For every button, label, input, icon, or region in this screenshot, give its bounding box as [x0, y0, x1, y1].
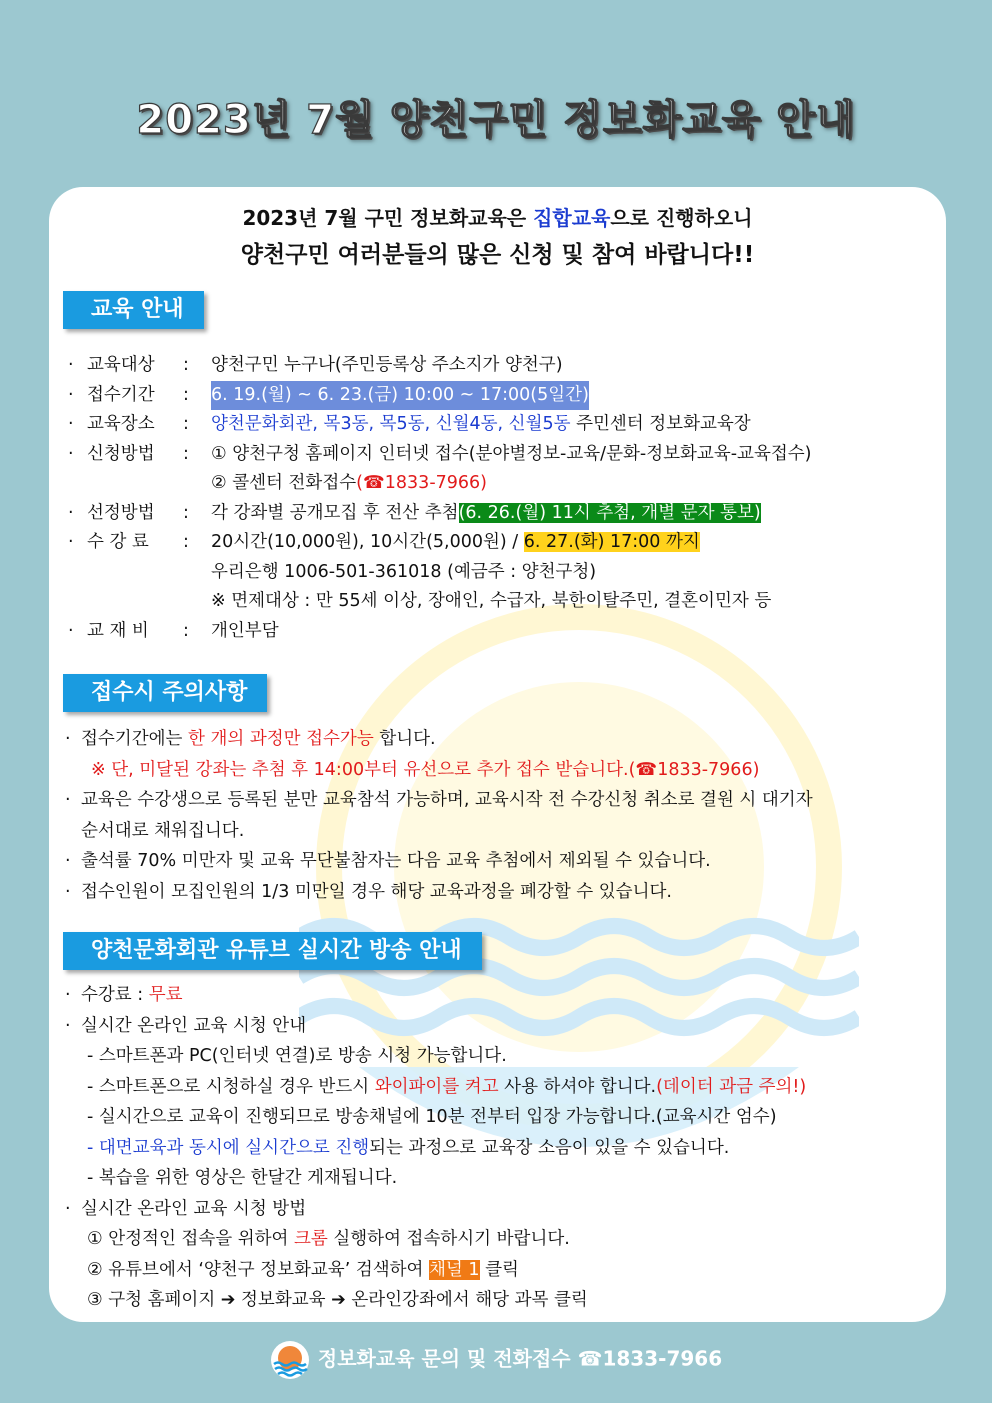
guide-item: - 실시간으로 교육이 진행되므로 방송채널에 10분 전부터 입장 가능합니다.(교육시간 엄수)	[87, 1107, 777, 1127]
info-value: 20시간(10,000원), 10시간(5,000원) /	[211, 532, 524, 552]
youtube-info-list	[63, 980, 933, 1316]
method-text: 클릭	[479, 1259, 519, 1280]
guide-title-text: 실시간 온라인 교육 시청 안내	[81, 1015, 307, 1036]
guide-text: 사용 하셔야 합니다.	[498, 1076, 657, 1097]
content-card: 2023년 7월 구민 정보화교육은 집합교육으로 진행하오니 양천구민 여러분들의 많은 신청 및 참여 바랍니다!! 교육 안내 · 교육대상 : 양천구민 누구나(주민등록상 주소지가 양천구) · 접수기간 : 6. 19.(월) ~ 6. 23.(금) 10:00 ~ 17:00(5일간) · 교육장소 : 양천문화회관, 목3동, 목5동, 신월4동, 신월5동 주민센터 정보화교육장 · 신청방법 : ① 양천구청 홈페이지 인터넷 접수(분야별정보-교육/문화-정보화교육-교육접수) ② 콜센터 전화접수(☎1833-7966) · 선정방법 : 각 강좌별 공개모집 후 전산 추첨(6. 26.(월) 11시 추첨, 개별 문자 통보) · 수 강 료 : 20시간(10,000원), 10시간(5,000원) / 6. 27.(화) 17:00 까지 우리은행 1006-501-361018 (예금주 : 양천구청) ※ 면제대상 : 만 55세 이상, 장애인, 수급자, 북한이탈주민, 결혼이민자 등 · 교 재 비 : 개인부담 접수시 주의사항 · 접수기간에는 한 개의 과정만 접수가능 합니다. ※ 단, 미달된 강좌는 추첨 후 14:00부터 유선으로 추가 접수 받습니다.(☎1833-7966) · 교육은 수강생으로 등록된 분만 교육참석 가능하며, 교육시작 전 수강신청 취소로 결원 시 대기자 순서대로 채워집니다. · 출석률 70% 미만자 및 교육 무단불참자는 다음 교육 추첨에서 제외될 수 있습니다. · 접수인원이 모집인원의 1/3 미만일 경우 해당 교육과정을 폐강할 수 있습니다. 양천문화회관 유튜브 실시간 방송 안내 · 수강료 : 무료 · 실시간 온라인 교육 시청 안내 - 스마트폰과 PC(인터넷 연결)로 방송 시청 가능합니다. - 스마트폰으로 시청하실 경우 반드시 와이파이를 켜고 사용 하셔야 합니다.(데이터 과금 주의!) - 실시간으로 교육이 진행되므로 방송채널에 10분 전부터 입장 가능합니다.(교육시간 엄수) - 대면교육과 동시에 실시간으로 진행되는 과정으로 교육장 소음이 있을 수 있습니다. - 복습을 위한 영상은 한달간 게재됩니다. · 실시간 온라인 교육 시청 방법 ① 안정적인 접속을 위하여 크롬 실행하여 접속하시기 바랍니다. ② 유튜브에서 ‘양천구 정보화교육’ 검색하여 채널 1 클릭 ③ 구청 홈페이지 ➔ 정보화교육 ➔ 온라인강좌에서 해당 과목 클릭	[49, 187, 946, 1322]
guide-title: · 실시간 온라인 교육 시청 안내	[65, 1015, 307, 1036]
info-value: 각 강좌별 공개모집 후 전산 추첨	[211, 502, 459, 523]
method-title-text: 실시간 온라인 교육 시청 방법	[81, 1198, 307, 1219]
method-title: · 실시간 온라인 교육 시청 방법	[65, 1198, 307, 1219]
caution-text: 접수인원이 모집인원의 1/3 미만일 경우 해당 교육과정을 폐강할 수 있습니다.	[81, 881, 672, 902]
info-label: 교 재 비	[87, 620, 149, 641]
method-step	[63, 1255, 933, 1286]
guide-emphasis: 대면교육과 동시에 실시간으로 진행	[98, 1137, 370, 1158]
caution-item: · 출석률 70% 미만자 및 교육 무단불참자는 다음 교육 추첨에서 제외될 수 있습니다.	[65, 851, 711, 871]
intro-text: 2023년 7월 구민 정보화교육은	[242, 206, 534, 230]
section-heading-education-info: 교육 안내	[63, 291, 204, 329]
footer-text: 정보화교육 문의 및 전화접수 ☎1833-7966	[317, 1346, 723, 1371]
method-text: ② 유튜브에서 ‘양천구 정보화교육’ 검색하여	[87, 1259, 430, 1280]
caution-emphasis: 한 개의 과정만 접수가능	[188, 729, 374, 749]
method-text: ① 안정적인 접속을 위하여	[87, 1229, 294, 1249]
info-value: ① 양천구청 홈페이지 인터넷 접수(분야별정보-교육/문화-정보화교육-교육접수)	[211, 443, 812, 464]
phone-number: (☎1833-7966)	[356, 473, 487, 493]
exemption-note: ※ 면제대상 : 만 55세 이상, 장애인, 수급자, 북한이탈주민, 결혼이민자 등	[211, 591, 772, 611]
caution-subnote: ※ 단, 미달된 강좌는 추첨 후 14:00부터 유선으로 추가 접수 받습니다.(☎1833-7966)	[91, 759, 760, 780]
info-label: 교육장소	[87, 414, 155, 434]
intro-text-end: 으로 진행하오니	[610, 206, 753, 230]
fee-value: 무료	[148, 985, 183, 1005]
info-label: 접수기간	[87, 384, 155, 405]
caution-text: 합니다.	[373, 729, 436, 749]
method-text: 실행하여 접속하시기 바랍니다.	[327, 1229, 570, 1249]
method-step	[63, 1224, 933, 1255]
info-value-blue: 양천문화회관, 목3동, 목5동, 신월4동, 신월5동	[211, 414, 571, 434]
guide-item	[63, 1133, 933, 1164]
info-value-highlight: (6. 26.(월) 11시 추첨, 개별 문자 통보)	[458, 502, 761, 523]
guide-text: 되는 과정으로 교육장 소음이 있을 수 있습니다.	[369, 1137, 730, 1158]
info-label: 교육대상	[87, 355, 155, 375]
info-value: 개인부담	[211, 620, 279, 641]
info-label: 신청방법	[87, 443, 155, 464]
intro	[49, 201, 946, 275]
info-label: 선정방법	[87, 502, 155, 523]
intro-line-1	[49, 201, 946, 235]
info-value: ② 콜센터 전화접수	[211, 473, 357, 493]
caution-text: 교육은 수강생으로 등록된 분만 교육참석 가능하며, 교육시작 전 수강신청 취소로 결원 시 대기자	[81, 790, 813, 810]
caution-item: · 교육은 수강생으로 등록된 분만 교육참석 가능하며, 교육시작 전 수강신청 취소로 결원 시 대기자	[65, 790, 813, 810]
info-value-highlight: 6. 27.(화) 17:00 까지	[523, 532, 700, 552]
section-heading-youtube: 양천문화회관 유튜브 실시간 방송 안내	[63, 932, 482, 970]
cautions-list	[63, 724, 933, 907]
bank-account: 우리은행 1006-501-361018 (예금주 : 양천구청)	[211, 561, 597, 582]
footer-contact	[0, 1340, 992, 1380]
method-step: ③ 구청 홈페이지 ➔ 정보화교육 ➔ 온라인강좌에서 해당 과목 클릭	[87, 1290, 588, 1310]
guide-emphasis: 와이파이를 켜고	[374, 1076, 499, 1097]
info-value-highlight: 6. 19.(월) ~ 6. 23.(금) 10:00 ~ 17:00(5일간)	[211, 381, 589, 411]
guide-item: - 복습을 위한 영상은 한달간 게재됩니다.	[87, 1168, 398, 1188]
info-value: 양천구민 누구나(주민등록상 주소지가 양천구)	[211, 355, 563, 375]
caution-text: 접수기간에는	[81, 729, 188, 749]
info-label: 수 강 료	[87, 532, 149, 552]
fee-label: 수강료 :	[81, 985, 149, 1005]
caution-text: 출석률 70% 미만자 및 교육 무단불참자는 다음 교육 추첨에서 제외될 수 있습니다.	[81, 851, 711, 871]
sun-wave-logo-icon	[270, 1340, 310, 1380]
caution-item-cont: 순서대로 채워집니다.	[81, 820, 245, 841]
caution-item: · 접수인원이 모집인원의 1/3 미만일 경우 해당 교육과정을 폐강할 수 있습니다.	[65, 881, 672, 902]
intro-emphasis: 집합교육	[533, 206, 611, 230]
intro-line-2: 양천구민 여러분들의 많은 신청 및 참여 바랍니다!!	[240, 242, 755, 268]
section-heading-cautions: 접수시 주의사항	[63, 674, 267, 712]
page-title: 2023년 7월 양천구민 정보화교육 안내	[136, 97, 856, 143]
guide-item: - 스마트폰과 PC(인터넷 연결)로 방송 시청 가능합니다.	[87, 1046, 507, 1066]
guide-item	[63, 1072, 933, 1103]
caution-item: · 접수기간에는 한 개의 과정만 접수가능 합니다.	[65, 729, 436, 749]
info-value: 주민센터 정보화교육장	[570, 414, 751, 434]
fee-item: · 수강료 : 무료	[65, 985, 183, 1005]
method-emphasis: 크롬	[294, 1229, 328, 1249]
channel-highlight: 채널 1	[429, 1259, 480, 1280]
guide-dash: -	[87, 1137, 99, 1158]
guide-text: - 스마트폰으로 시청하실 경우 반드시	[87, 1076, 375, 1097]
guide-warning: (데이터 과금 주의!)	[656, 1076, 807, 1097]
